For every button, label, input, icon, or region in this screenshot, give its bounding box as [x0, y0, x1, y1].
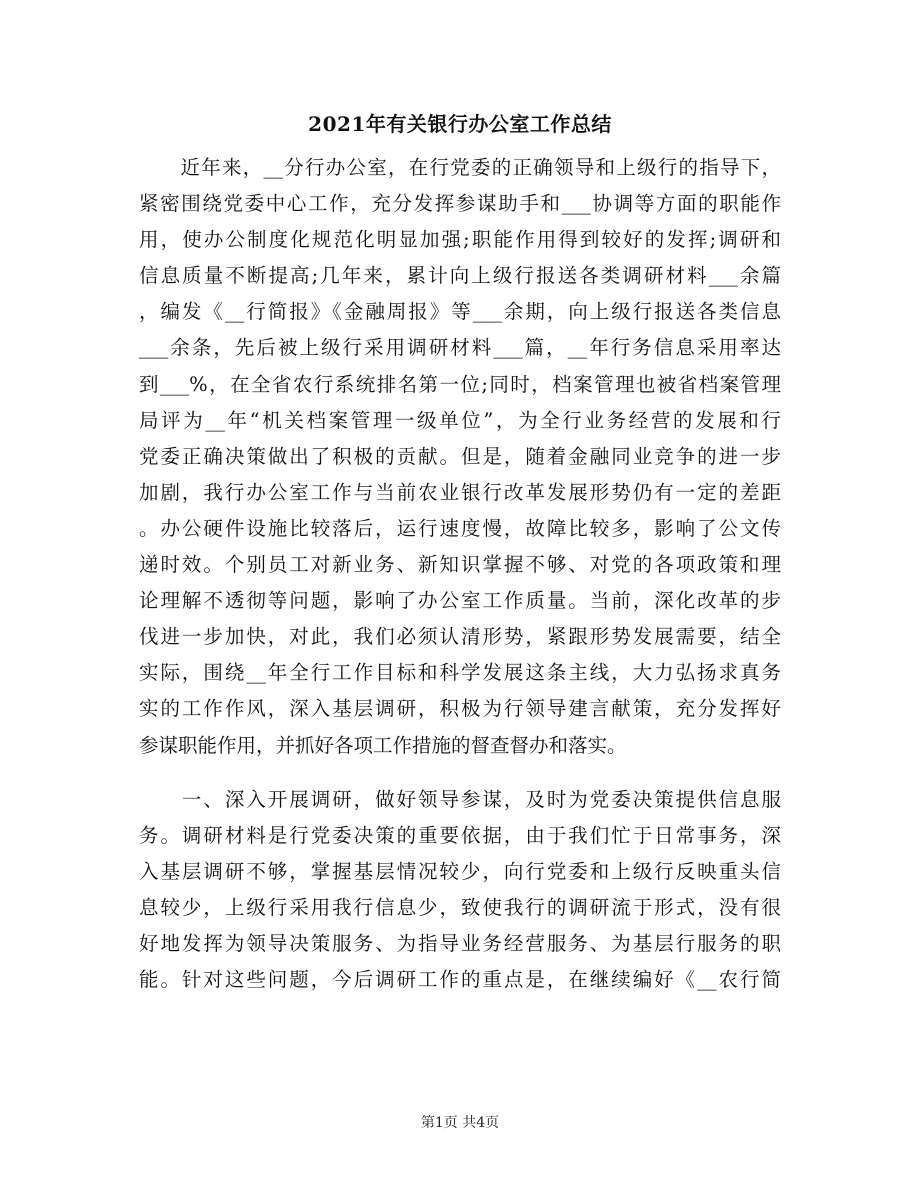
paragraph-gap: [139, 764, 781, 782]
text-line: 参谋职能作用，并抓好各项工作措施的督查督办和落实。: [139, 733, 627, 757]
text-line: 递时效。个别员工对新业务、新知识掌握不够、对党的各项政策和理: [139, 553, 781, 577]
text-line: ，编发《__行简报》《金融周报》等___余期，向上级行报送各类信息: [139, 300, 781, 324]
text-line: 信息质量不断提高;几年来，累计向上级行报送各类调研材料___余篇: [139, 264, 781, 288]
document-title: 2021年有关银行办公室工作总结: [308, 112, 612, 136]
page-number-footer: 第1页 共4页: [420, 1115, 500, 1131]
text-line: 局评为__年“机关档案管理一级单位”，为全行业务经营的发展和行: [139, 408, 781, 432]
text-line: 到___%，在全省农行系统排名第一位;同时，档案管理也被省档案管理: [139, 372, 781, 396]
text-line: 入基层调研不够，掌握基层情况较少，向行党委和上级行反映重头信: [139, 859, 781, 883]
text-line: 用，使办公制度化规范化明显加强;职能作用得到较好的发挥;调研和: [139, 228, 781, 252]
text-line: 能。针对这些问题，今后调研工作的重点是，在继续编好《__农行简: [139, 968, 781, 992]
text-line: 近年来，__分行办公室，在行党委的正确领导和上级行的指导下，: [139, 156, 781, 179]
text-line: 党委正确决策做出了积极的贡献。但是，随着金融同业竞争的进一步: [139, 444, 781, 468]
text-line: 加剧，我行办公室工作与当前农业银行改革发展形势仍有一定的差距: [139, 480, 781, 504]
text-line: ___余条，先后被上级行采用调研材料___篇，__年行务信息采用率达: [139, 336, 781, 360]
text-line: 紧密围绕党委中心工作，充分发挥参谋助手和___协调等方面的职能作: [139, 192, 781, 216]
text-line: 。办公硬件设施比较落后，运行速度慢，故障比较多，影响了公文传: [139, 516, 781, 540]
text-line: 实际，围绕__年全行工作目标和科学发展这条主线，大力弘扬求真务: [139, 661, 781, 685]
paragraph-2: [139, 782, 781, 999]
text-line: 息较少，上级行采用我行信息少，致使我行的调研流于形式，没有很: [139, 895, 781, 919]
paragraph-1: [139, 150, 781, 764]
text-line: 论理解不透彻等问题，影响了办公室工作质量。当前，深化改革的步: [139, 589, 781, 613]
text-line: 实的工作作风，深入基层调研，积极为行领导建言献策，充分发挥好: [139, 697, 781, 721]
document-body: [139, 150, 781, 998]
text-line: 伐进一步加快，对此，我们必须认清形势，紧跟形势发展需要，结全: [139, 625, 781, 649]
text-line: 务。调研材料是行党委决策的重要依据，由于我们忙于日常事务，深: [139, 823, 781, 847]
text-line: 好地发挥为领导决策服务、为指导业务经营服务、为基层行服务的职: [139, 931, 781, 955]
text-line: 一、深入开展调研，做好领导参谋，及时为党委决策提供信息服: [139, 787, 781, 811]
